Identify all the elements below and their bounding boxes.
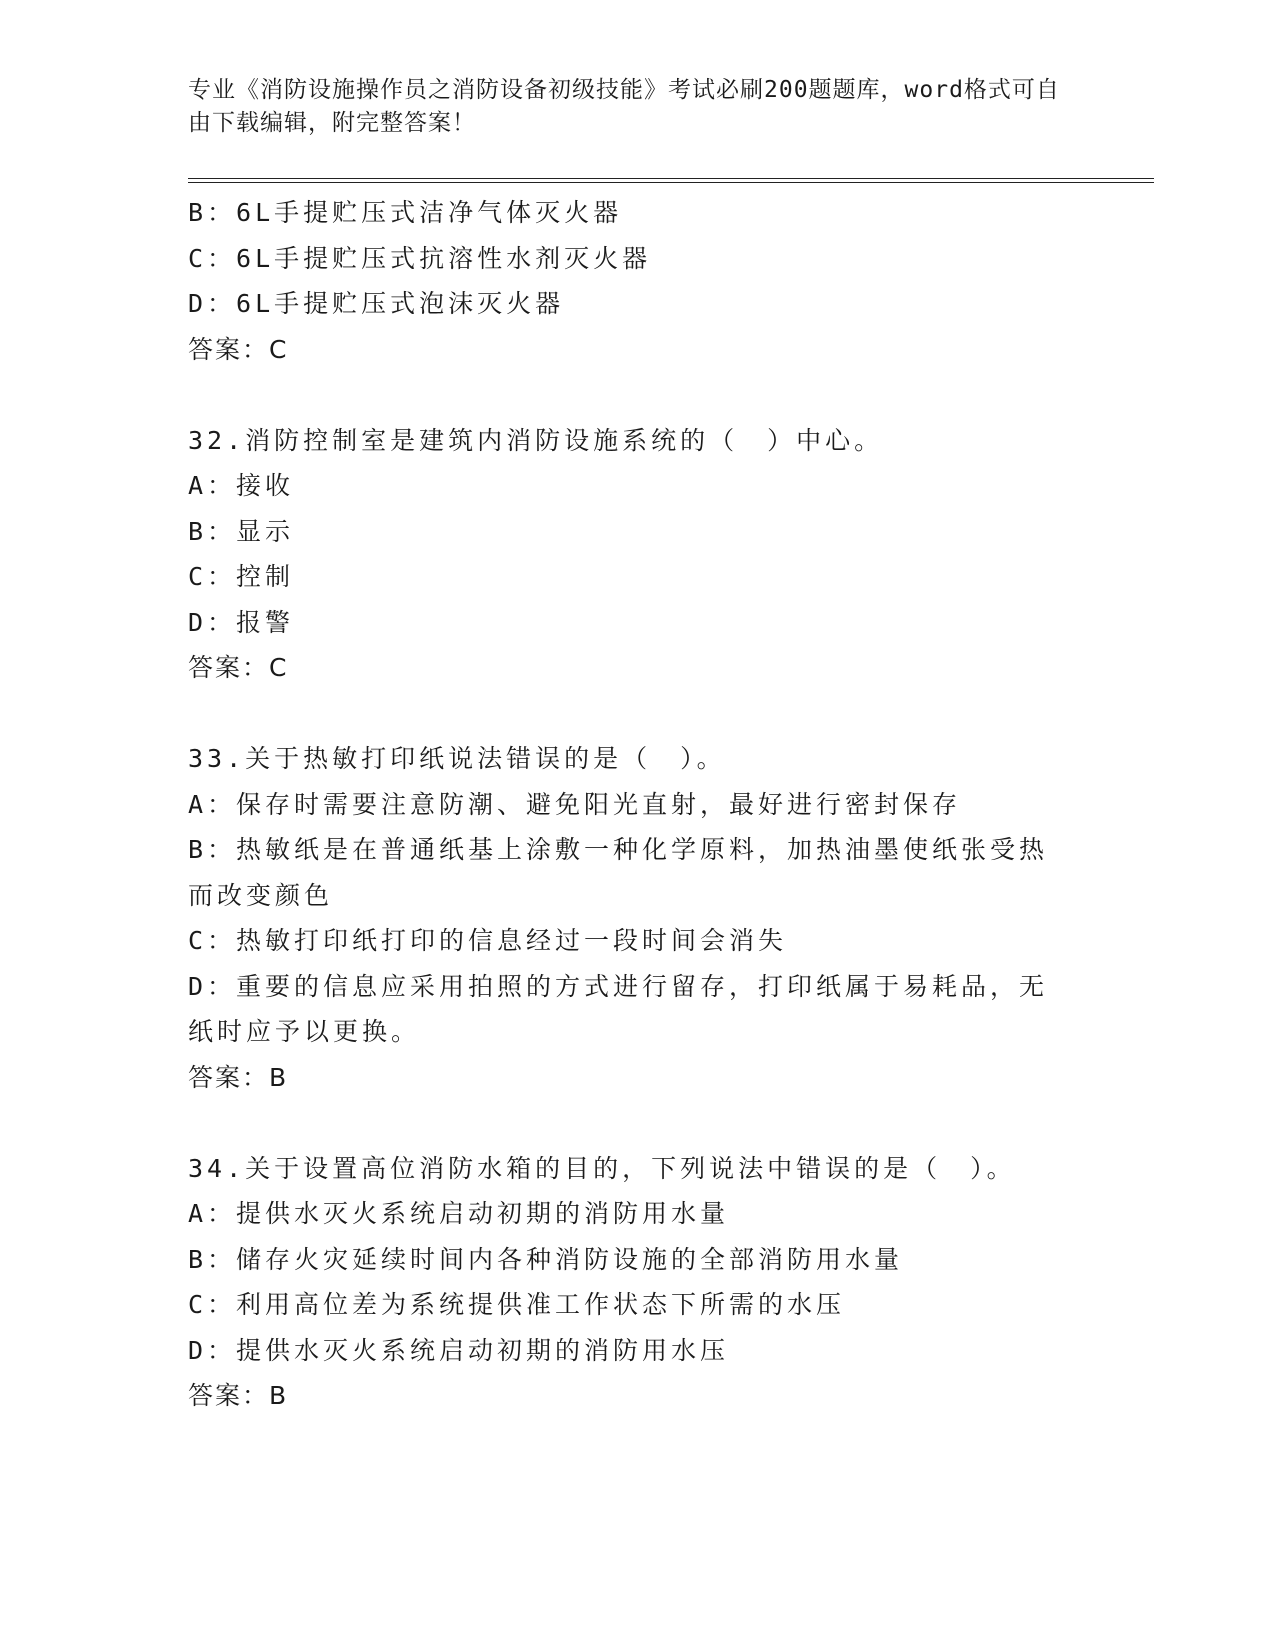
answer: 答案：C	[188, 334, 289, 364]
question-31-tail	[188, 190, 1088, 372]
option-d: D：报警	[188, 607, 295, 637]
option-b: B：显示	[188, 516, 295, 546]
option-d: D：提供水灭火系统启动初期的消防用水压	[188, 1335, 730, 1365]
option-d: D：6L手提贮压式泡沫灭火器	[188, 289, 565, 318]
answer: 答案：C	[188, 653, 289, 682]
question-34	[188, 1146, 1088, 1419]
option-c: C：热敏打印纸打印的信息经过一段时间会消失	[188, 926, 788, 955]
option-d: D：重要的信息应采用拍照的方式进行留存，打印纸属于易耗品，无纸时应予以更换。	[188, 971, 1049, 1046]
answer: 答案：B	[188, 1381, 289, 1410]
header-divider	[188, 178, 1154, 183]
spacer	[188, 691, 1088, 737]
option-a: A：接收	[188, 471, 295, 500]
option-c: C：控制	[188, 562, 295, 591]
spacer	[188, 1100, 1088, 1146]
question-stem: 34.关于设置高位消防水箱的目的，下列说法中错误的是（ ）。	[188, 1153, 1016, 1183]
option-b: B：6L手提贮压式洁净气体灭火器	[188, 198, 623, 227]
option-a: A：提供水灭火系统启动初期的消防用水量	[188, 1199, 730, 1228]
option-b: B：热敏纸是在普通纸基上涂敷一种化学原料，加热油墨使纸张受热而改变颜色	[188, 835, 1049, 910]
question-33	[188, 736, 1088, 1100]
question-32	[188, 418, 1088, 691]
question-list	[188, 190, 1088, 1419]
question-stem: 32.消防控制室是建筑内消防设施系统的（ ）中心。	[188, 425, 884, 455]
option-c: C：利用高位差为系统提供准工作状态下所需的水压	[188, 1290, 846, 1319]
option-b: B：储存火灾延续时间内各种消防设施的全部消防用水量	[188, 1244, 904, 1274]
document-header: 专业《消防设施操作员之消防设备初级技能》考试必刷200题题库，word格式可自由下载编辑，附完整答案！	[188, 77, 1060, 136]
question-stem: 33.关于热敏打印纸说法错误的是（ ）。	[188, 744, 726, 773]
answer: 答案：B	[188, 1062, 289, 1092]
option-c: C：6L手提贮压式抗溶性水剂灭火器	[188, 243, 652, 273]
option-a: A：保存时需要注意防潮、避免阳光直射，最好进行密封保存	[188, 789, 962, 819]
spacer	[188, 372, 1088, 418]
